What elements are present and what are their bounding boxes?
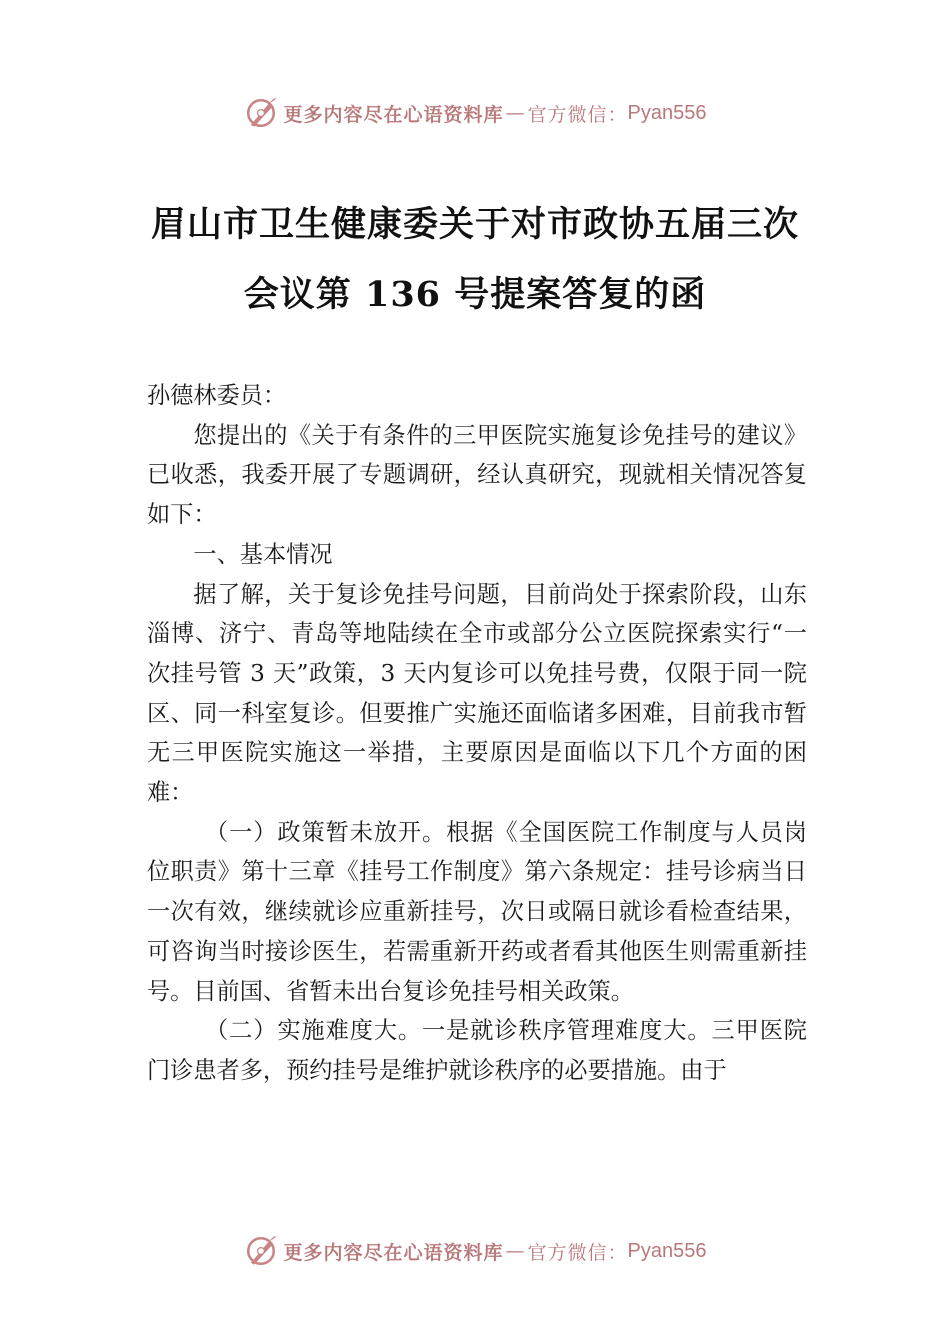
document-body <box>147 376 807 1091</box>
banner-brand: 更多内容尽在心语资料库 <box>283 103 504 126</box>
banner-dash: — <box>505 1240 526 1262</box>
paragraph: 据了解，关于复诊免挂号问题，目前尚处于探索阶段，山东淄博、济宁、青岛等地陆续在全市或部分公立医院探索实行“一次挂号管 3 天”政策，3 天内复诊可以免挂号费，仅限于同一院区、同一科室复诊。但要推广实施还面临诸多困难，目前我市暂无三甲医院实施这一举措，主要原因是面临以下几个方面的困难： <box>147 580 807 807</box>
salutation: 孙德林委员： <box>147 382 287 409</box>
banner-dash: — <box>505 102 526 124</box>
title-line-2: 会议第 136 号提案答复的函 <box>243 274 707 315</box>
banner-wechat-id: Pyan556 <box>627 101 707 124</box>
paragraph: （二）实施难度大。一是就诊秩序管理难度大。三甲医院门诊患者多，预约挂号是维护就诊秩序的必要措施。由于 <box>147 1017 807 1084</box>
section-heading: 一、基本情况 <box>193 540 333 568</box>
banner-brand: 更多内容尽在心语资料库 <box>283 1241 504 1264</box>
quill-logo-icon <box>244 1234 278 1268</box>
banner-wechat-label: 官方微信： <box>527 103 628 126</box>
document-title <box>120 190 830 330</box>
quill-logo-icon <box>244 96 278 130</box>
footer-banner <box>0 1234 950 1268</box>
header-banner <box>0 96 950 130</box>
title-line-1: 眉山市卫生健康委关于对市政协五届三次 <box>150 204 799 245</box>
banner-wechat-label: 官方微信： <box>527 1241 628 1264</box>
paragraph: 您提出的《关于有条件的三甲医院实施复诊免挂号的建议》已收悉，我委开展了专题调研，经认真研究，现就相关情况答复如下： <box>147 421 807 529</box>
banner-wechat-id: Pyan556 <box>627 1239 707 1262</box>
paragraph: （一）政策暂未放开。根据《全国医院工作制度与人员岗位职责》第十三章《挂号工作制度》第六条规定：挂号诊病当日一次有效，继续就诊应重新挂号，次日或隔日就诊看检查结果，可咨询当时接诊医生，若需重新开药或者看其他医生则需重新挂号。目前国、省暂未出台复诊免挂号相关政策。 <box>147 818 807 1005</box>
